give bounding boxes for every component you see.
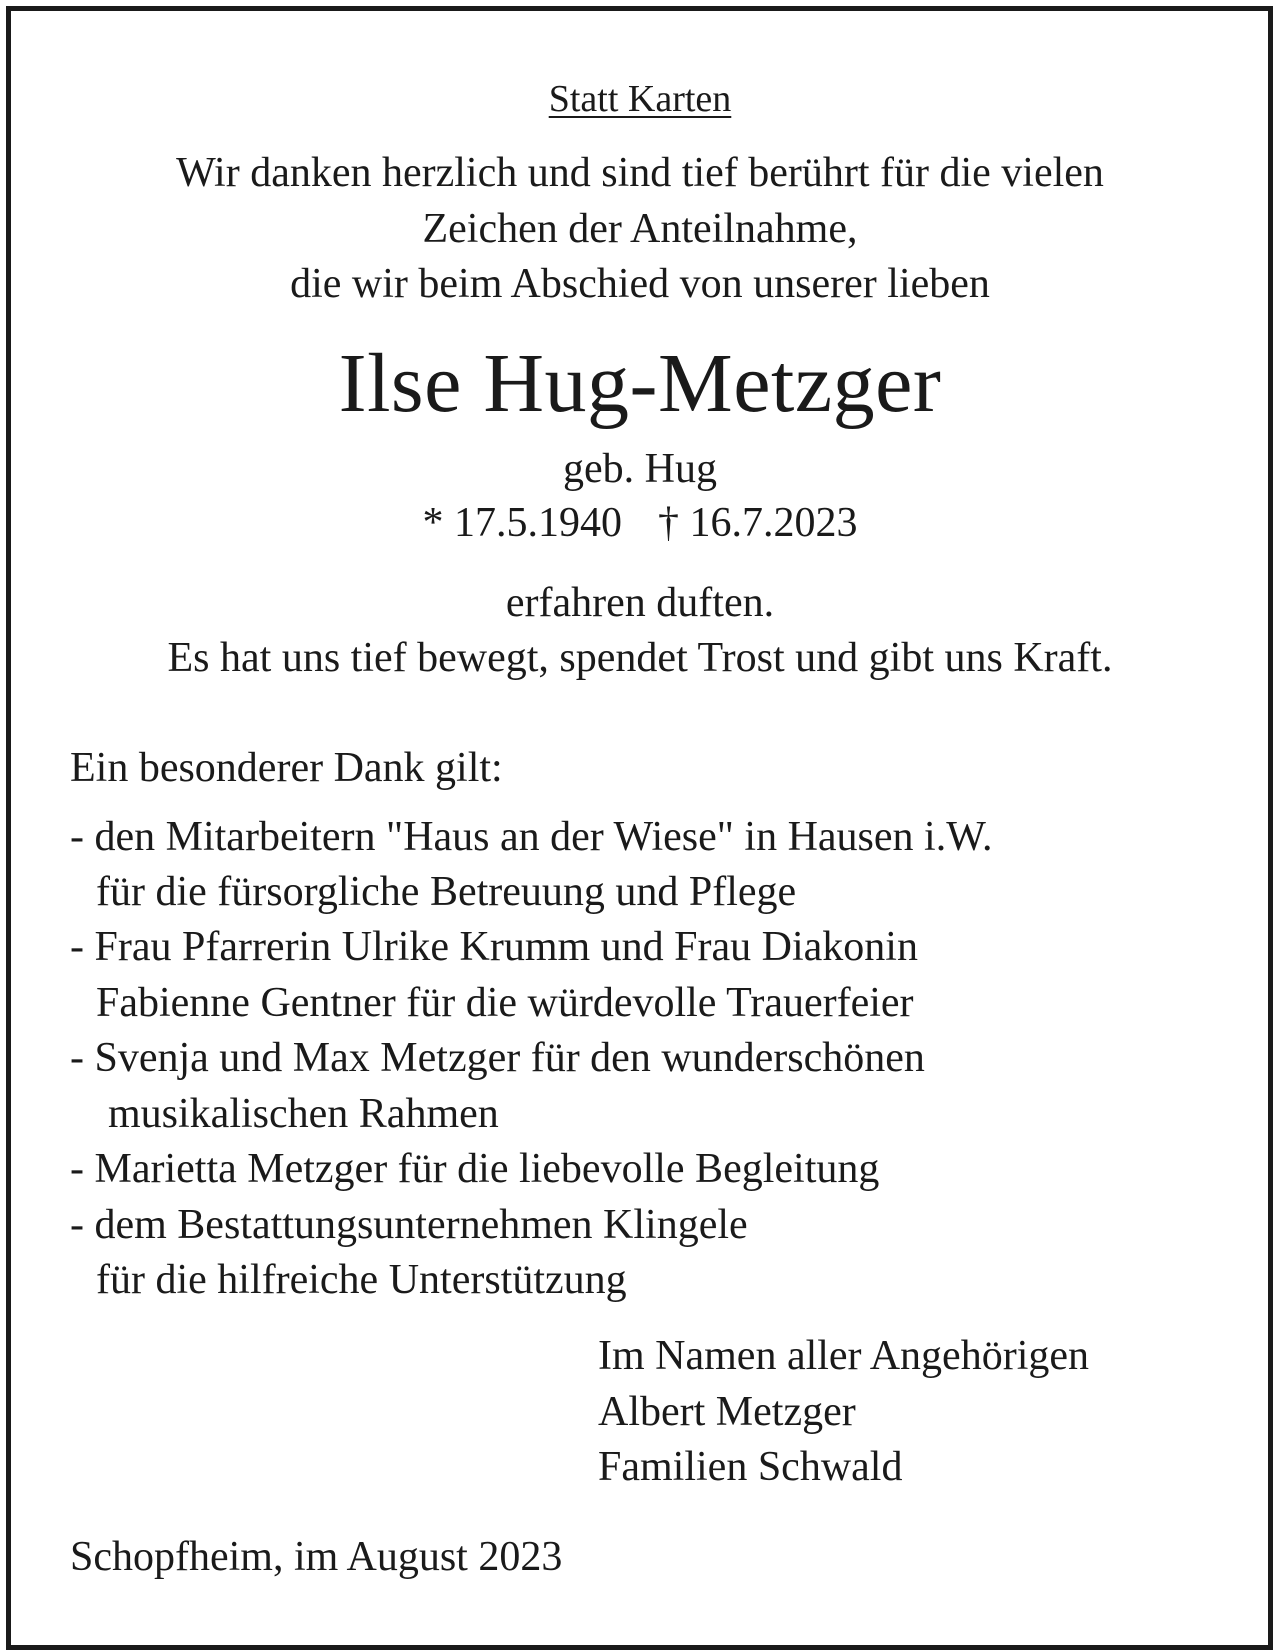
intro-line-1: Wir danken herzlich und sind tief berührt für die vielen xyxy=(176,150,1104,196)
thanks-item-2: - Frau Pfarrerin Ulrike Krumm und Frau Diakonin xyxy=(70,924,918,970)
intro-line-2: Zeichen der Anteilnahme, xyxy=(422,206,858,252)
thanks-item-5-cont: für die hilfreiche Unterstützung xyxy=(96,1257,627,1303)
thanks-item-3: - Svenja und Max Metzger für den wunderschönen xyxy=(70,1035,925,1081)
birth-name: geb. Hug xyxy=(563,446,717,492)
deceased-name: Ilse Hug-Metzger xyxy=(338,337,942,430)
closing-line-1: erfahren duften. xyxy=(505,580,775,626)
place-and-date: Schopfheim, im August 2023 xyxy=(70,1534,563,1580)
signature-line-2: Albert Metzger xyxy=(598,1389,856,1435)
signature-line-3: Familien Schwald xyxy=(598,1444,903,1490)
thanks-heading: Ein besonderer Dank gilt: xyxy=(70,745,503,791)
death-date: † 16.7.2023 xyxy=(658,500,858,546)
birth-date: * 17.5.1940 xyxy=(422,500,622,546)
thanks-item-4: - Marietta Metzger für die liebevolle Begleitung xyxy=(70,1146,880,1192)
signature-line-1: Im Namen aller Angehörigen xyxy=(598,1333,1089,1379)
thanks-item-3-cont: musikalischen Rahmen xyxy=(108,1091,499,1137)
intro-line-3: die wir beim Abschied von unserer lieben xyxy=(290,261,990,307)
thanks-item-1: - den Mitarbeitern "Haus an der Wiese" in Hausen i.W. xyxy=(70,814,993,860)
thanks-item-1-cont: für die fürsorgliche Betreuung und Pflege xyxy=(96,869,797,915)
closing-line-2: Es hat uns tief bewegt, spendet Trost und gibt uns Kraft. xyxy=(167,635,1113,681)
statt-karten-heading: Statt Karten xyxy=(548,78,732,120)
thanks-item-5: - dem Bestattungsunternehmen Klingele xyxy=(70,1202,748,1248)
life-dates xyxy=(0,502,1280,544)
thanks-item-2-cont: Fabienne Gentner für die würdevolle Trauerfeier xyxy=(96,980,914,1026)
